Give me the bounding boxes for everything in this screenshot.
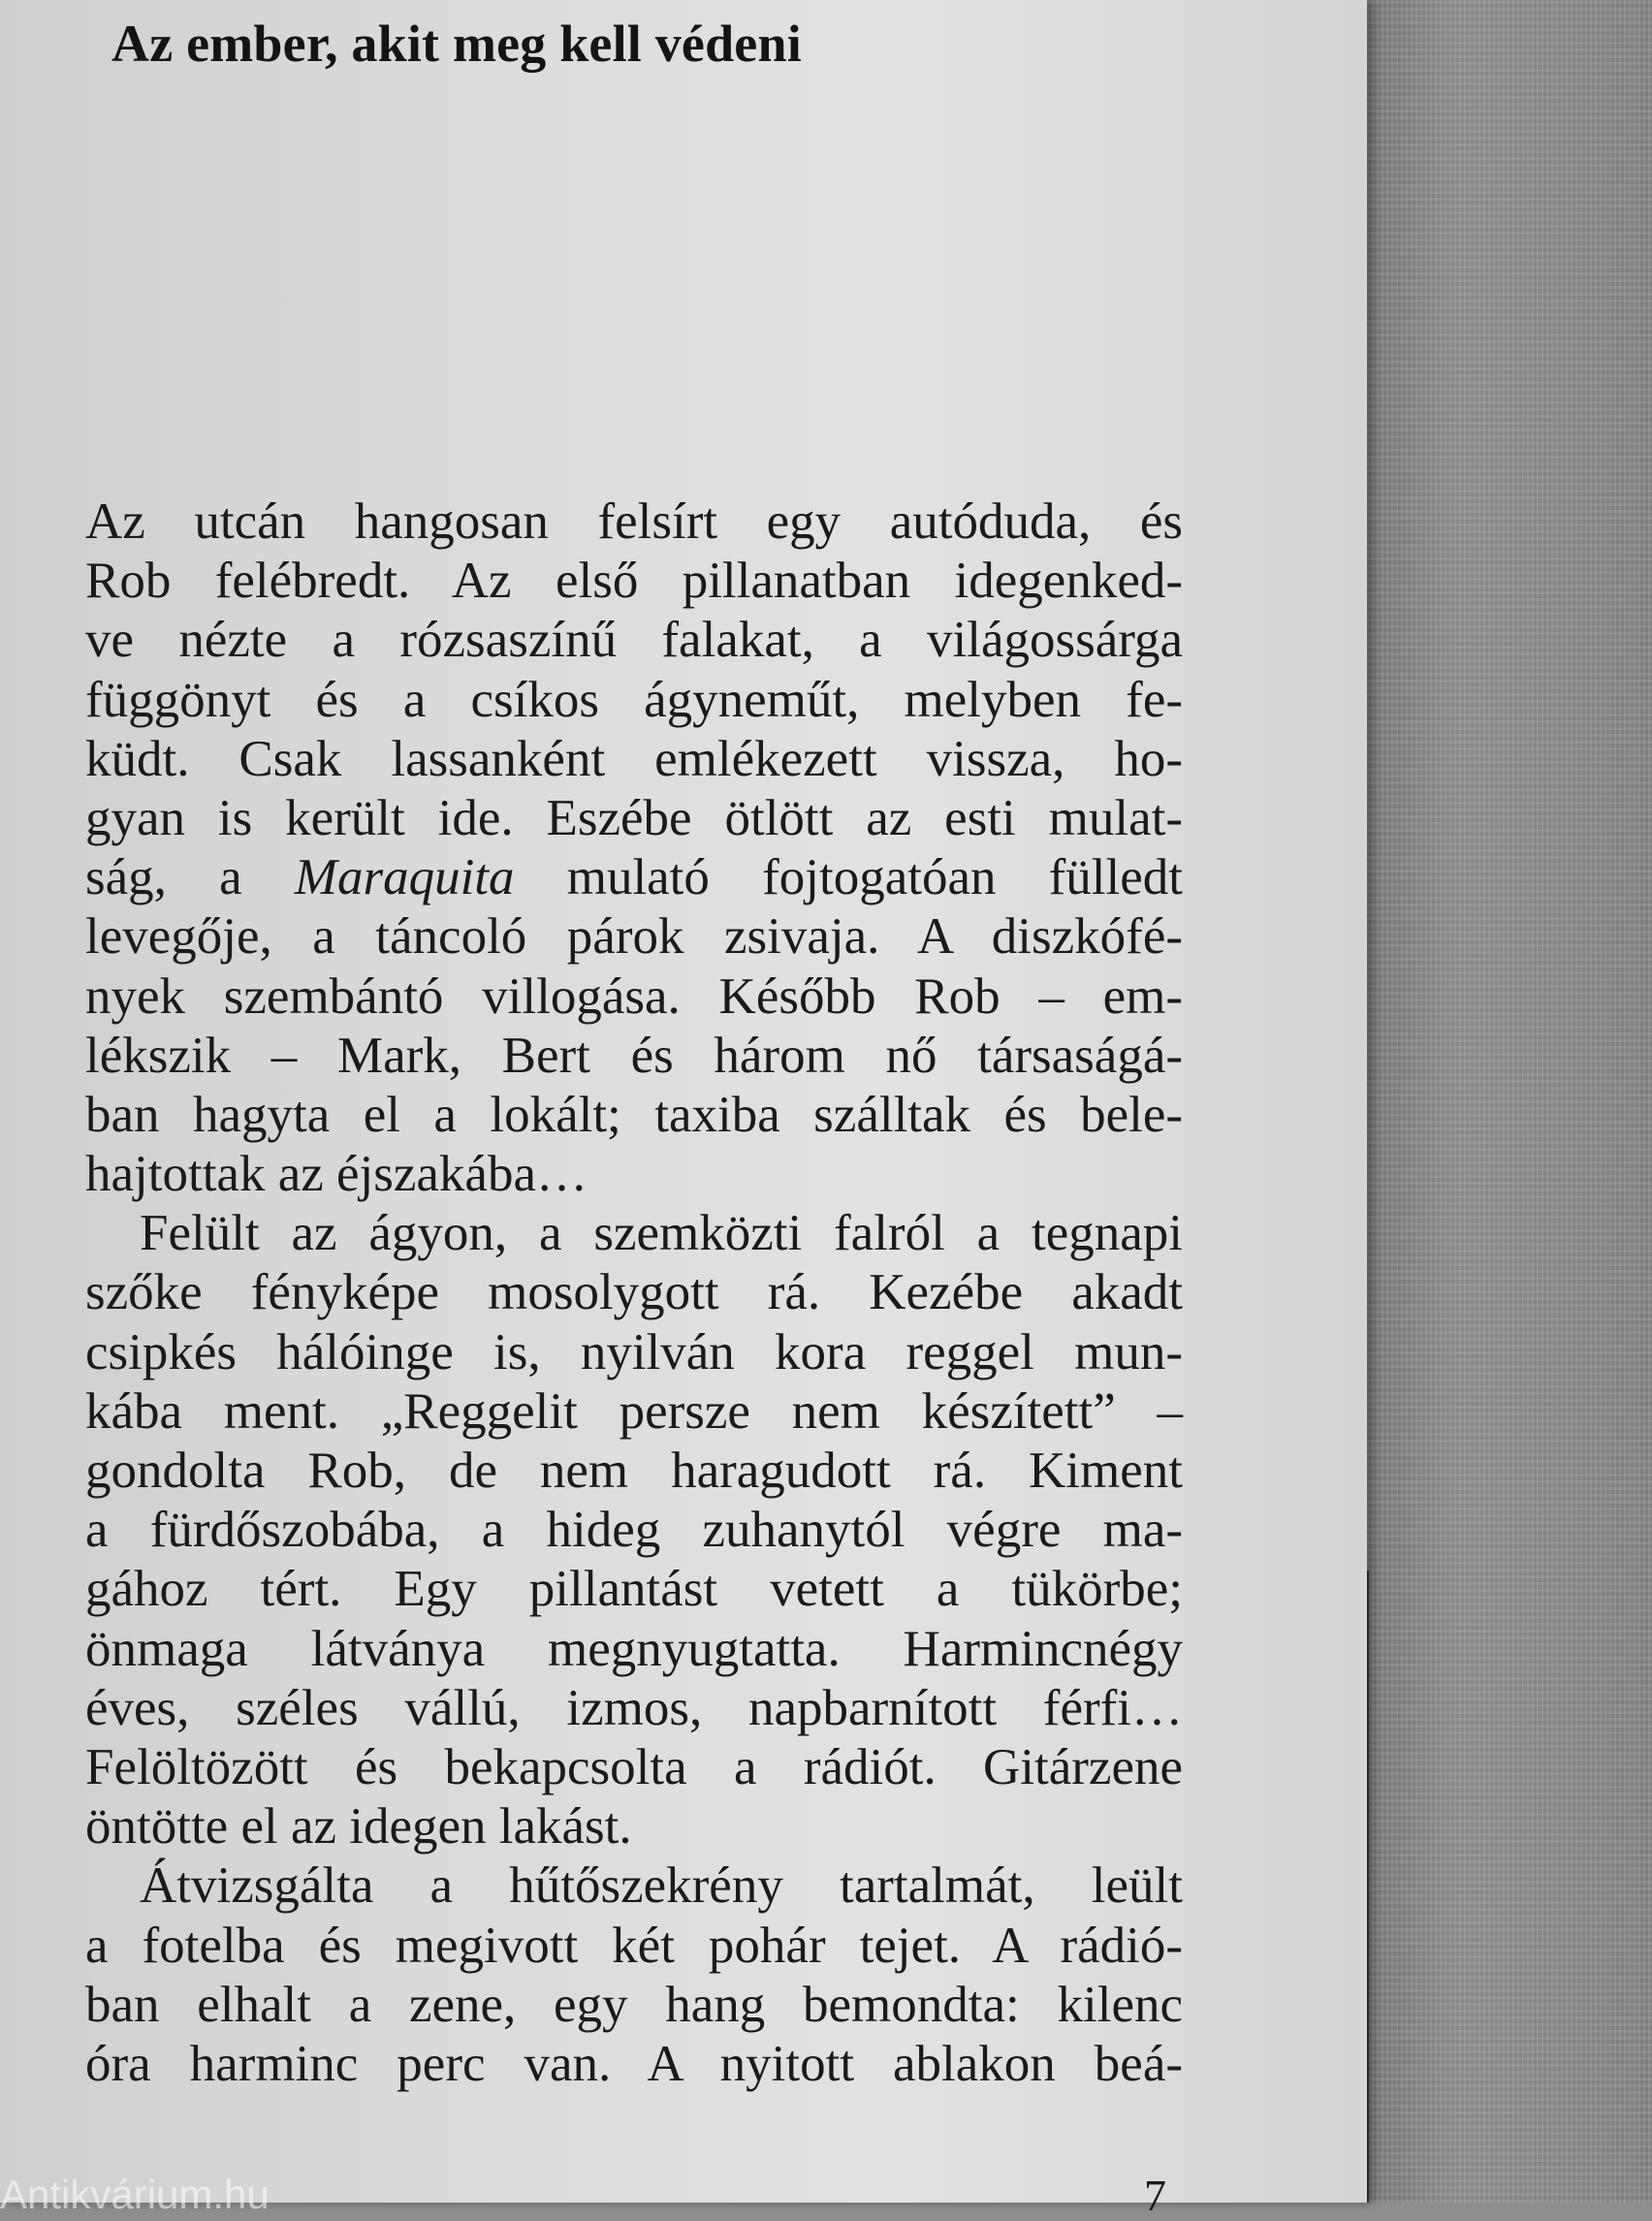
text-line: függönyt és a csíkos ágyneműt, melyben fe- xyxy=(85,671,1183,728)
text-line: óra harminc perc van. A nyitott ablakon beá- xyxy=(85,2035,1183,2092)
text-line-with-italic xyxy=(85,848,1183,907)
background-surface xyxy=(1338,0,1652,2203)
text-line: Rob felébredt. Az első pillanatban idegenked- xyxy=(85,553,1183,610)
text-line: éves, széles vállú, izmos, napbarnított férfi… xyxy=(85,1679,1183,1736)
text-line: a fotelba és megivott két pohár tejet. A rádió- xyxy=(85,1917,1183,1974)
chapter-title: Az ember, akit meg kell védeni xyxy=(111,15,802,73)
text-segment: mulató fojtogatóan fülledt xyxy=(514,849,1183,906)
text-line: küdt. Csak lassanként emlékezett vissza, ho- xyxy=(85,730,1183,787)
text-line: gyan is került ide. Eszébe ötlött az esti mulat- xyxy=(85,789,1183,846)
text-line: hajtottak az éjszakába… xyxy=(85,1146,588,1203)
text-line: gondolta Rob, de nem haragudott rá. Kiment xyxy=(85,1443,1183,1499)
text-line: ban hagyta el a lokált; taxiba szálltak és bele- xyxy=(85,1086,1183,1143)
text-line: Felöltözött és bekapcsolta a rádiót. Gitárzene xyxy=(85,1738,1183,1795)
text-line: nyek szembántó villogása. Később Rob – em- xyxy=(85,968,1183,1025)
text-line: Átvizsgálta a hűtőszekrény tartalmát, leült xyxy=(140,1857,1183,1915)
body-text xyxy=(85,492,1183,2094)
text-line: gához tért. Egy pillantást vetett a tükörbe; xyxy=(85,1561,1183,1618)
text-line: kába ment. „Reggelit persze nem készített” – xyxy=(85,1382,1183,1440)
text-line: levegője, a táncoló párok zsivaja. A diszkófé- xyxy=(85,908,1183,966)
watermark: Antikvárium.hu xyxy=(0,2172,270,2217)
italic-venue-name: Maraquita xyxy=(294,849,515,906)
text-line: önmaga látványa megnyugtatta. Harmincnégy xyxy=(85,1620,1183,1677)
text-line: Az utcán hangosan felsírt egy autóduda, és xyxy=(85,493,1183,550)
page-number: 7 xyxy=(1144,2171,1166,2220)
text-segment: ság, a xyxy=(85,849,295,906)
text-line: a fürdőszobába, a hideg zuhanytól végre ma- xyxy=(85,1502,1183,1559)
text-line: ban elhalt a zene, egy hang bemondta: kilenc xyxy=(85,1976,1183,2033)
text-line: lékszik – Mark, Bert és három nő társaságá- xyxy=(85,1027,1183,1084)
text-line: csipkés hálóinge is, nyilván kora reggel mun- xyxy=(85,1323,1183,1380)
text-line: ve nézte a rózsaszínű falakat, a világossárga xyxy=(85,612,1183,669)
text-line: Felült az ágyon, a szemközti falról a tegnapi xyxy=(140,1205,1183,1262)
text-line: szőke fényképe mosolygott rá. Kezébe akadt xyxy=(85,1264,1183,1321)
text-line: öntötte el az idegen lakást. xyxy=(85,1798,632,1856)
